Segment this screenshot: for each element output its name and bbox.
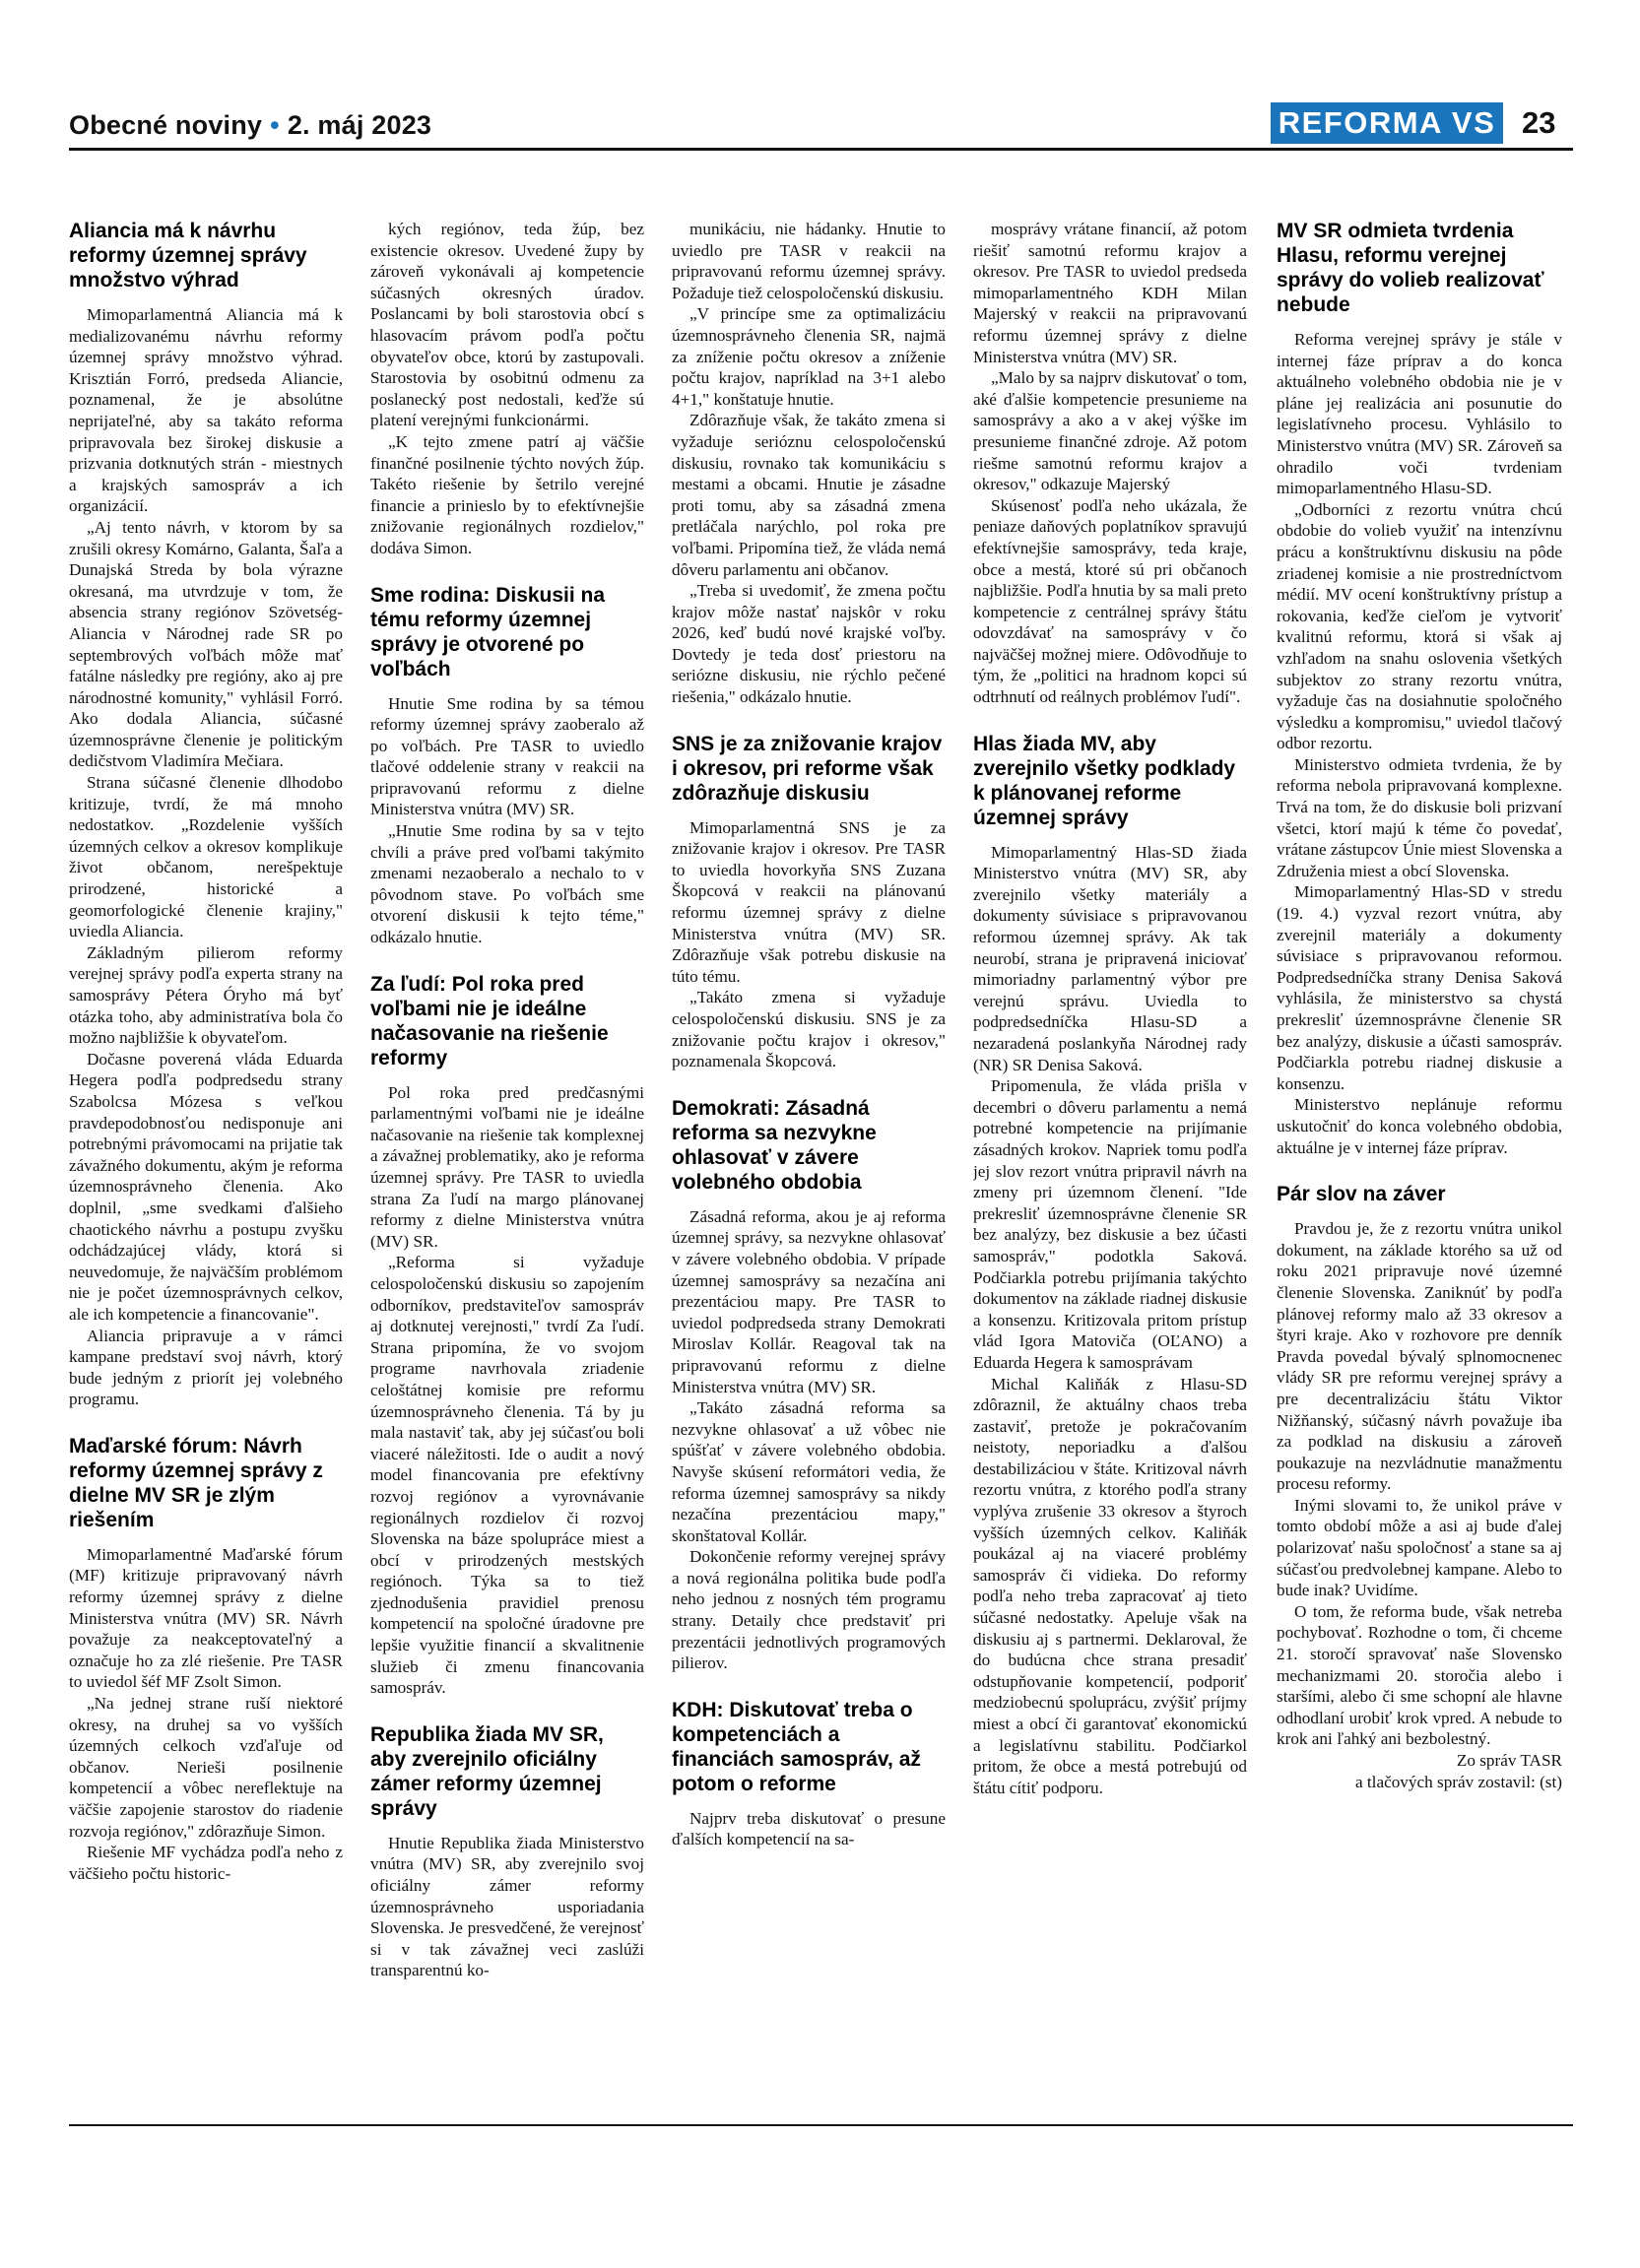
paragraph: „Reforma si vyžaduje celospoločenskú diskusiu so zapojením odborníkov, predstaviteľov samospráv aj dotknutej verejnosti," tvrdí Za ľudí. Strana pripomína, že vo svojom programe navrhovala zriadenie celoštátnej komisie pre reformu územnosprávneho členenia. Tá by ju mala nastaviť tak, aby jej súčasťou boli viaceré náležitosti. Ide o audit a nový model financovania pre efektívny rozvoj regiónov a vyrovnávanie regionálnych rozdielov či rozvoj Slovenska na báze spolupráce miest a obcí v prirodzených mestských regiónoch. Týka sa to tiež zjednodušenia pravidiel prenosu kompetencií na spoločné úradovne pre lepšie využitie financií a skvalitnenie služieb či zmenu financovania samospráv. — [370, 1253, 644, 1698]
paragraph: O tom, že reforma bude, však netreba pochybovať. Rozhodne o tom, či chceme 21. storočí spravovať naše Slovensko mechanizmami 20. storočia alebo i staršími, alebo či sme schopní ale hlavne odhodlaní urobiť krok vpred. A nebude to krok ani ľahký ani bezbolestný. — [1277, 1601, 1562, 1749]
paragraph: „Takáto zásadná reforma sa nezvykne ohlasovať a už vôbec nie spúšťať v závere volebného obdobia. Navyše skúsení reformátori vedia, že reforma územnej samosprávy sa nikdy nezačína prezentáciou mapy," skonštatoval Kollár. — [672, 1398, 946, 1545]
headline-aliancia: Aliancia má k návrhu reformy územnej správy množstvo výhrad — [69, 220, 307, 292]
paragraph: Mimoparlamentný Hlas-SD žiada Ministerstvo vnútra (MV) SR, aby zverejnilo všetky materiály a dokumenty súvisiace s pripravovanou reformou územnej správy. Ak tak neurobí, strana je pripravená iniciovať mimoriadny parlamentný výbor pre verejnú správu. Uviedla to podpredsedníčka Hlasu-SD a nezaradená poslankyňa Národnej rady (NR) SR Denisa Saková. — [973, 842, 1247, 1074]
source-credit: Zo správ TASR — [1456, 1751, 1562, 1770]
paragraph: Mimoparlamentná Aliancia má k medializovanému návrhu reformy územnej správy množstvo výhrad. Krisztián Forró, predseda Aliancie, poznamenal, že je absolútne neprijateľné, aby sa takáto reforma pripravovala bez širokej diskusie a prizvania dotknutých strán - miestnych a krajských samospráv a ich organizácií. — [69, 305, 343, 516]
paragraph: Michal Kaliňák z Hlasu-SD zdôraznil, že aktuálny chaos treba zastaviť, pretože je pokračovaním neistoty, neporiadku a ďalšou destabilizáciou v štáte. Kritizoval návrh rezortu vnútra, z ktorého podľa strany vyplýva zrušenie 33 okresov a štyroch vyšších územných celkov. Kaliňák poukázal aj na viaceré problémy samospráv či vidieka. Do reformy podľa neho treba zapracovať aj tieto súčasné nedostatky. Apeluje však na diskusiu aj s partnermi. Deklaroval, že do budúcna chce strana presadiť odstupňovanie kompetencií, podporiť medziobecnú spoluprácu, zvýšiť príjmy miest a obcí či garantovať ekonomickú a legislatívnu stabilitu. Podčiarkol pritom, že obce a mestá potrebujú od štátu cítiť podporu. — [973, 1374, 1247, 1797]
headline-za-ludi: Za ľudí: Pol roka pred voľbami nie je ideálne načasovanie na riešenie reformy — [370, 972, 609, 1069]
column-1 — [69, 219, 343, 2114]
paragraph: „V princípe sme za optimalizáciu územnosprávneho členenia SR, najmä za zníženie počtu okresov a zníženie počtu krajov, napríklad na 3+1 alebo 4+1," konštatuje hnutie. — [672, 304, 946, 409]
publication-name: Obecné noviny — [69, 110, 263, 140]
paragraph: „Treba si uvedomiť, že zmena počtu krajov môže nastať najskôr v roku 2026, keď budú nové krajské voľby. Dovtedy je teda dosť priestoru na seriózne diskusiu, nie rýchlo pečené riešenia," odkázalo hnutie. — [672, 581, 946, 707]
column-2 — [370, 219, 644, 2114]
headline-madarske-forum: Maďarské fórum: Návrh reformy územnej správy z dielne MV SR je zlým riešením — [69, 1434, 323, 1531]
headline-sme-rodina: Sme rodina: Diskusii na tému reformy územnej správy je otvorené po voľbách — [370, 583, 606, 680]
paragraph: Ministerstvo odmieta tvrdenia, že by reforma nebola pripravovaná komplexne. Trvá na tom, že do diskusie boli prizvaní všetci, ktorí majú k téme čo povedať, vrátane zástupcov Únie miest Slovenska a Združenia miest a obcí Slovenska. — [1277, 754, 1562, 880]
paragraph: Najprv treba diskutovať o presune ďalších kompetencií na sa- — [672, 1808, 946, 1849]
paragraph: kých regiónov, teda žúp, bez existencie okresov. Uvedené župy by zároveň vykonávali aj kompetencie súčasných okresných úradov. Poslancami by boli starostovia obcí s hlasovacím právom podľa počtu obyvateľov obce, ktorú by zastupovali. Starostovia by osobitnú odmenu za poslanecký post nedostali, keďže sú platení verejnými funkcionármi. — [370, 220, 644, 430]
paragraph: Zdôrazňuje však, že takáto zmena si vyžaduje serióznu celospoločenskú diskusiu, rovnako tak komunikáciu s mestami a obcami. Hnutie je zásadne proti tomu, aby sa zásadná zmena pretláčala narýchlo, pol roka pre voľbami. Pripomína tiež, že vláda nemá dôveru parlamentu ani občanov. — [672, 411, 946, 579]
paragraph: Skúsenosť podľa neho ukázala, že peniaze daňových poplatníkov spravujú efektívnejšie samosprávy, teda kraje, obce a mestá, ktoré sú pri občanoch najbližšie. Podľa hnutia by sa mali preto kompetencie z centrálnej správy štátu odovzdávať na samosprávy v čo najväčšej možnej miere. Odôvodňuje to tým, že „politici na hradnom kopci sú odtrhnutí od reálnych problémov ľudí". — [973, 495, 1247, 707]
section-label: REFORMA VS — [1271, 102, 1503, 144]
column-5 — [1277, 219, 1562, 2114]
paragraph: Mimoparlamentná SNS je za znižovanie krajov i okresov. Pre TASR to uviedla hovorkyňa SNS Zuzana Škopcová v reakcii na plánovanú reformu územnej správy z dielne Ministerstva vnútra (MV) SR. Zdôrazňuje však potrebu diskusie na túto tému. — [672, 817, 946, 986]
paragraph: „Malo by sa najprv diskutovať o tom, aké ďalšie kompetencie presunieme na samosprávy a ako a v akej výške im presunieme finančné zdroje. Až potom riešme samotnú reformu krajov a okresov," odkazuje Majerský — [973, 368, 1247, 494]
paragraph: Inými slovami to, že unikol práve v tomto období môže a asi aj bude ďalej polarizovať našu spoločnosť a stane sa aj súčasťou predvolebnej kampane. Alebo to bude inak? Uvidíme. — [1277, 1495, 1562, 1600]
headline-republika: Republika žiada MV SR, aby zverejnilo oficiálny zámer reformy územnej správy — [370, 1722, 604, 1820]
paragraph: „Hnutie Sme rodina by sa v tejto chvíli a práve pred voľbami takýmito zmenami nezaoberalo a nechalo to v pôvodnom stave. Po voľbách sme otvorení diskusii k tejto téme," odkázalo hnutie. — [370, 821, 644, 947]
paragraph: mosprávy vrátane financií, až potom riešiť samotnú reformu krajov a okresov. Pre TASR to uviedol predseda mimoparlamentného KDH Milan Majerský v reakcii na pripravovanú reformu územnej správy z dielne Ministerstva vnútra (MV) SR. — [973, 220, 1247, 366]
paragraph: Dočasne poverená vláda Eduarda Hegera podľa podpredsedu strany Szabolcsa Mózesa s veľkou pravdepodobnosťou nedisponuje ani potrebnými právomocami na prijatie tak závažného dokumentu, akým je reforma územnosprávneho členenia. Ako doplnil, „sme svedkami ďalšieho chaotického návrhu a postupu zvyšku odchádzajúcej vlády, ktorá si neuvedomuje, že najväčším problémom nie je počet územnosprávnych celkov, ale ich kompetencie a financovanie". — [69, 1049, 343, 1324]
paragraph: Základným pilierom reformy verejnej správy podľa experta strany na samosprávy Pétera Óryho má byť otázka toho, aby administratíva bola čo možno najbližšie k obyvateľom. — [69, 942, 343, 1048]
bottom-rule — [69, 2124, 1573, 2126]
paragraph: „Takáto zmena si vyžaduje celospoločenskú diskusiu. SNS je za znižovanie počtu krajov i okresov," poznamenala Škopcová. — [672, 988, 946, 1071]
paragraph: „Aj tento návrh, v ktorom by sa zrušili okresy Komárno, Galanta, Šaľa a Dunajská Streda by bola výrazne okresaná, ma utvrdzuje v tom, že absencia strany regiónov Szövetség-Aliancia v Národnej rade SR po septembrových voľbách môže mať fatálne následky pre regióny, ako aj pre národnostné komunity," vyhlásil Forró. Ako dodala Aliancia, súčasné územnosprávne členenie je politickým dedičstvom Vladimíra Mečiara. — [69, 517, 343, 771]
page-number: 23 — [1522, 105, 1556, 140]
paragraph: Reforma verejnej správy je stále v internej fáze príprav a do konca aktuálneho volebného obdobia nie je v pláne jej realizácia ani posunutie do legislatívneho procesu. Vyhlásilo to Ministerstvo vnútra (MV) SR. Zároveň sa ohradilo voči tvrdeniam mimoparlamentného Hlasu-SD. — [1277, 330, 1562, 498]
top-rule — [69, 148, 1573, 151]
paragraph: Mimoparlamentné Maďarské fórum (MF) kritizuje pripravovaný návrh reformy územnej správy z dielne Ministerstva vnútra (MV) SR. Návrh považuje za neakceptovateľný a označuje ho za zlé riešenie. Pre TASR to uviedol šéf MF Zsolt Simon. — [69, 1544, 343, 1692]
paragraph: Riešenie MF vychádza podľa neho z väčšieho počtu historic- — [69, 1843, 343, 1883]
paragraph: „K tejto zmene patrí aj väčšie finančné posilnenie týchto nových žúp. Takéto riešenie by šetrilo verejné financie a prinieslo by to efektívnejšie znižovanie regionálnych rozdielov," dodáva Simon. — [370, 431, 644, 557]
headline-mv-sr: MV SR odmieta tvrdenia Hlasu, reformu verejnej správy do volieb realizovať nebude — [1277, 220, 1544, 316]
column-3 — [672, 219, 946, 2114]
paragraph: Zásadná reforma, akou je aj reforma územnej správy, sa nezvykne ohlasovať v závere volebného obdobia. V prípade územnej samosprávy sa nezačína ani prezentáciou mapy. Pre TASR to uviedol podpredseda strany Demokrati Miroslav Kollár. Reagoval tak na pripravovanú reformu z dielne Ministerstva vnútra (MV) SR. — [672, 1206, 946, 1396]
headline-par-slov: Pár slov na záver — [1277, 1183, 1446, 1206]
headline-kdh: KDH: Diskutovať treba o kompetenciách a financiách samospráv, až potom o reforme — [672, 1698, 921, 1795]
paragraph: Hnutie Republika žiada Ministerstvo vnútra (MV) SR, aby zverejnilo svoj oficiálny zámer reformy územnosprávneho usporiadania Slovenska. Je presvedčené, že verejnosť si v tak závažnej veci zaslúži transparentnú ko- — [370, 1833, 644, 1980]
paragraph: munikáciu, nie hádanky. Hnutie to uviedlo pre TASR v reakcii na pripravovanú reformu územnej správy. Požaduje tiež celospoločenskú diskusiu. — [672, 220, 946, 302]
paragraph: Pravdou je, že z rezortu vnútra unikol dokument, na základe ktorého sa už od roku 2021 pripravuje nové územné členenie Slovenska. Zaniknúť by podľa plánovej reformy malo až 33 okresov a štyri kraje. Ako v rozhovore pre denník Pravda povedal bývalý splnomocnenec vlády SR pre reformu verejnej správy a pre decentralizáciu štátu Viktor Nižňanský, súčasný návrh považuje iba za podklad na diskusiu a zároveň poukazuje na nezvládnutie manažmentu procesu reformy. — [1277, 1219, 1562, 1494]
paragraph: „Odborníci z rezortu vnútra chcú obdobie do volieb využiť na intenzívnu prácu a konštruktívnu diskusiu na pôde zriadenej komisie a nie prostredníctvom médií. MV ocení konštruktívny prístup a rokovania, keďže cieľom je vytvoriť kvalitnú reformu, ktorá si však aj vzhľadom na snahu oslovenia všetkých subjektov zo strany rezortu vnútra, vyžaduje čas na dosiahnutie spoločného výsledku a kompromisu," uviedol tlačový odbor rezortu. — [1277, 499, 1562, 753]
column-4 — [973, 219, 1247, 2114]
headline-hlas: Hlas žiada MV, aby zverejnilo všetky podklady k plánovanej reforme územnej správy — [973, 732, 1236, 829]
paragraph: Dokončenie reformy verejnej správy a nová regionálna politika bude podľa neho jednou z nosných tém programu strany. Detaily chce predstaviť pri prezentácii jednotlivých programových pilierov. — [672, 1547, 946, 1673]
paragraph: Hnutie Sme rodina by sa témou reformy územnej správy zaoberalo až po voľbách. Pre TASR to uviedlo tlačové oddelenie strany v reakcii na pripravovanú reformu z dielne Ministerstva vnútra (MV) SR. — [370, 693, 644, 819]
headline-demokrati: Demokrati: Zásadná reforma sa nezvykne ohlasovať v závere volebného obdobia — [672, 1096, 877, 1194]
author-credit: a tlačových správ zostavil: (st) — [1354, 1772, 1562, 1791]
paragraph: Ministerstvo neplánuje reformu uskutočniť do konca volebného obdobia, aktuálne je v internej fáze príprav. — [1277, 1095, 1562, 1157]
paragraph: „Na jednej strane ruší niektoré okresy, na druhej sa vo vyšších územných celkoch vzďaľuje od občanov. Nerieši posilnenie kompetencií a vôbec nereflektuje na väčšie zapojenie starostov do riadenie rozvoja regiónov," zdôrazňuje Simon. — [69, 1694, 343, 1841]
paragraph: Pol roka pred predčasnými parlamentnými voľbami nie je ideálne načasovanie na riešenie tak komplexnej a závažnej problematiky, ako je reforma územnej správy. Pre TASR to uviedla strana Za ľudí na margo plánovanej reformy z dielne Ministerstva vnútra (MV) SR. — [370, 1082, 644, 1251]
paragraph: Aliancia pripravuje a v rámci kampane predstaví svoj návrh, ktorý bude jedným z priorít jej volebného programu. — [69, 1326, 343, 1409]
separator-dot: • — [270, 110, 280, 140]
issue-date: 2. máj 2023 — [287, 110, 432, 140]
masthead — [69, 110, 431, 141]
paragraph: Pripomenula, že vláda prišla v decembri o dôveru parlamentu a nemá potrebné kompetencie na prijímanie zásadných krokov. Napriek tomu podľa jej slov rezort vnútra pripravil návrh na zmeny pri územnom členení. "Ide prekresliť územnosprávne členenie SR bez analýzy, bez diskusie a bez účasti samospráv," podotkla Saková. Podčiarkla potrebu prijímania takýchto dokumentov na základe riadnej diskusie a konsenzu. Kritizovala pritom prístup vlád Igora Matoviča (OĽANO) a Eduarda Hegera k samosprávam — [973, 1076, 1247, 1372]
paragraph: Strana súčasné členenie dlhodobo kritizuje, tvrdí, že má mnoho nedostatkov. „Rozdelenie vyšších územných celkov a okresov komplikuje život občanom, nerešpektuje prirodzené, historické a geomorfologické členenie krajiny," uviedla Aliancia. — [69, 773, 343, 941]
paragraph: Mimoparlamentný Hlas-SD v stredu (19. 4.) vyzval rezort vnútra, aby zverejnil materiály a dokumenty súvisiace s pripravovanou reformou. Podpredsedníčka strany Denisa Saková vyhlásila, že ministerstvo sa chystá prekresliť územnosprávne členenie SR bez analýzy, diskusie a účasti samospráv. Podčiarkla potrebu riadnej diskusie a konsenzu. — [1277, 882, 1562, 1093]
headline-sns: SNS je za znižovanie krajov i okresov, pri reforme však zdôrazňuje diskusiu — [672, 732, 943, 805]
